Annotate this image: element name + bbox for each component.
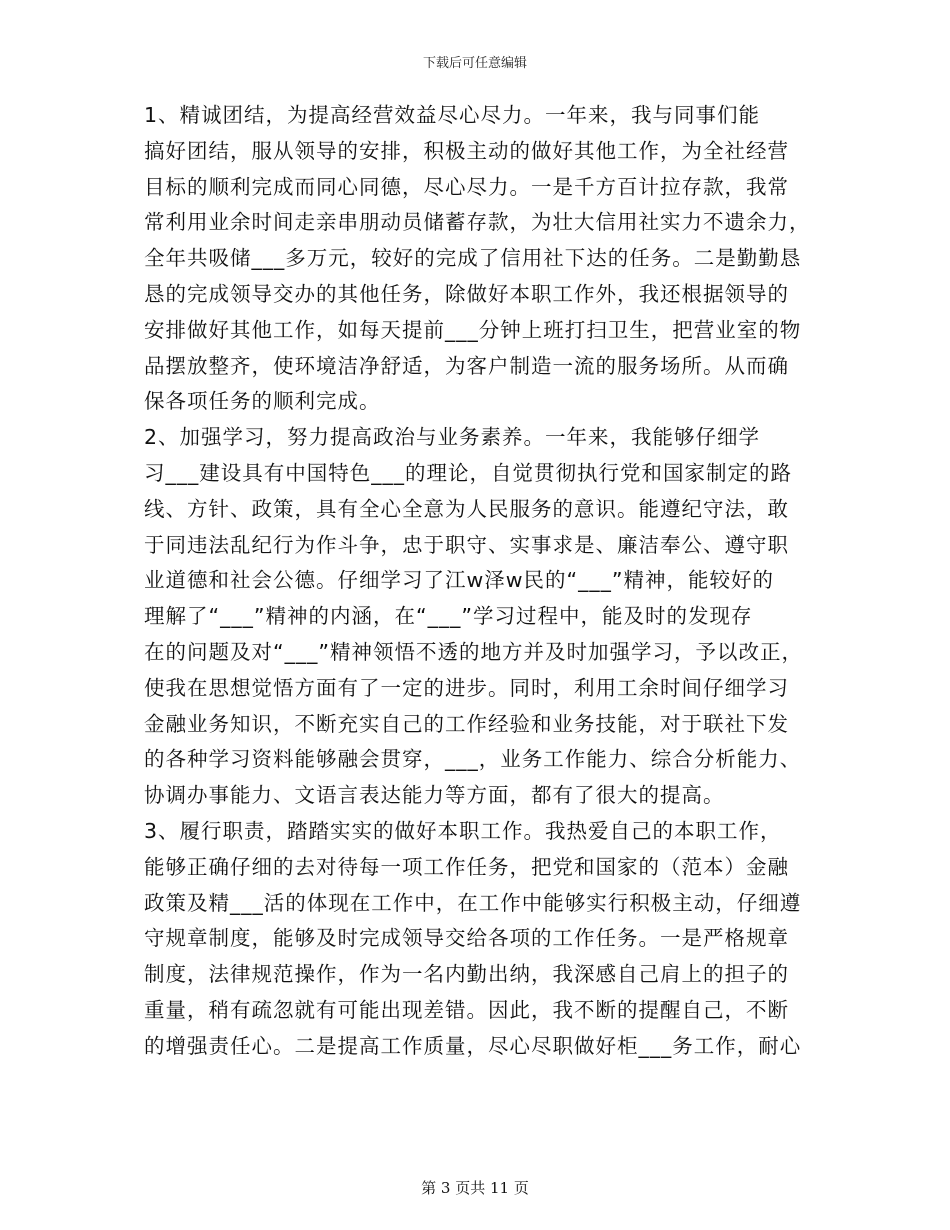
text-line: 搞好团结，服从领导的安排，积极主动的做好其他工作，为全社经营 xyxy=(144,138,789,163)
text-line: 理解了“___”精神的内涵，在“___”学习过程中，能及时的发现存 xyxy=(144,604,753,629)
text-line: 习___建设具有中国特色___的理论，自觉贯彻执行党和国家制定的路 xyxy=(144,460,792,485)
text-line: 恳的完成领导交办的其他任务，除做好本职工作外，我还根据领导的 xyxy=(144,281,789,306)
text-line: 的各种学习资料能够融会贯穿，___，业务工作能力、综合分析能力、 xyxy=(144,747,802,772)
text-line: 使我在思想觉悟方面有了一定的进步。同时，利用工余时间仔细学习 xyxy=(144,675,789,700)
text-line: 安排做好其他工作，如每天提前___分钟上班打扫卫生，把营业室的物 xyxy=(144,317,802,342)
text-line: 全年共吸储___多万元，较好的完成了信用社下达的任务。二是勤勤恳 xyxy=(144,246,802,271)
page-header: 下载后可任意编辑 xyxy=(422,56,527,71)
text-line: 守规章制度，能够及时完成领导交给各项的工作任务。一是严格规章 xyxy=(144,926,789,951)
text-line: 目标的顺利完成而同心同德，尽心尽力。一是千方百计拉存款，我常 xyxy=(144,174,789,199)
text-line: 于同违法乱纪行为作斗争，忠于职守、实事求是、廉洁奉公、遵守职 xyxy=(144,532,789,557)
text-line: 的增强责任心。二是提高工作质量，尽心尽职做好柜___务工作，耐心 xyxy=(144,1033,802,1058)
text-line: 业道德和社会公德。仔细学习了江w泽w民的“___”精神，能较好的 xyxy=(144,568,775,593)
text-line: 金融业务知识，不断充实自己的工作经验和业务技能，对于联社下发 xyxy=(144,711,789,736)
text-line: 协调办事能力、文语言表达能力等方面，都有了很大的提高。 xyxy=(144,783,725,808)
text-line: 品摆放整齐，使环境洁净舒适，为客户制造一流的服务场所。从而确 xyxy=(144,353,789,378)
text-line: 常利用业余时间走亲串朋动员储蓄存款，为壮大信用社实力不遗余力， xyxy=(144,210,811,235)
text-line: 1、精诚团结，为提高经营效益尽心尽力。一年来，我与同事们能 xyxy=(144,103,761,127)
text-line: 保各项任务的顺利完成。 xyxy=(144,389,381,414)
text-line: 制度，法律规范操作，作为一名内勤出纳，我深感自己肩上的担子的 xyxy=(144,962,789,987)
text-line: 3、履行职责，踏踏实实的做好本职工作。我热爱自己的本职工作， xyxy=(144,818,782,843)
document-body xyxy=(144,98,809,1065)
text-line: 2、加强学习，努力提高政治与业务素养。一年来，我能够仔细学 xyxy=(144,425,761,450)
text-line: 在的问题及对“___”精神领悟不透的地方并及时加强学习，予以改正， xyxy=(144,639,803,664)
text-line: 线、方针、政策，具有全心全意为人民服务的意识。能遵纪守法，敢 xyxy=(144,496,789,521)
text-line: 政策及精___活的体现在工作中，在工作中能够实行积极主动，仔细遵 xyxy=(144,890,802,915)
text-line: 能够正确仔细的去对待每一项工作任务，把党和国家的（范本）金融 xyxy=(144,854,789,879)
text-line: 重量，稍有疏忽就有可能出现差错。因此，我不断的提醒自己，不断 xyxy=(144,997,789,1022)
page-footer: 第 3 页共 11 页 xyxy=(421,1179,529,1197)
